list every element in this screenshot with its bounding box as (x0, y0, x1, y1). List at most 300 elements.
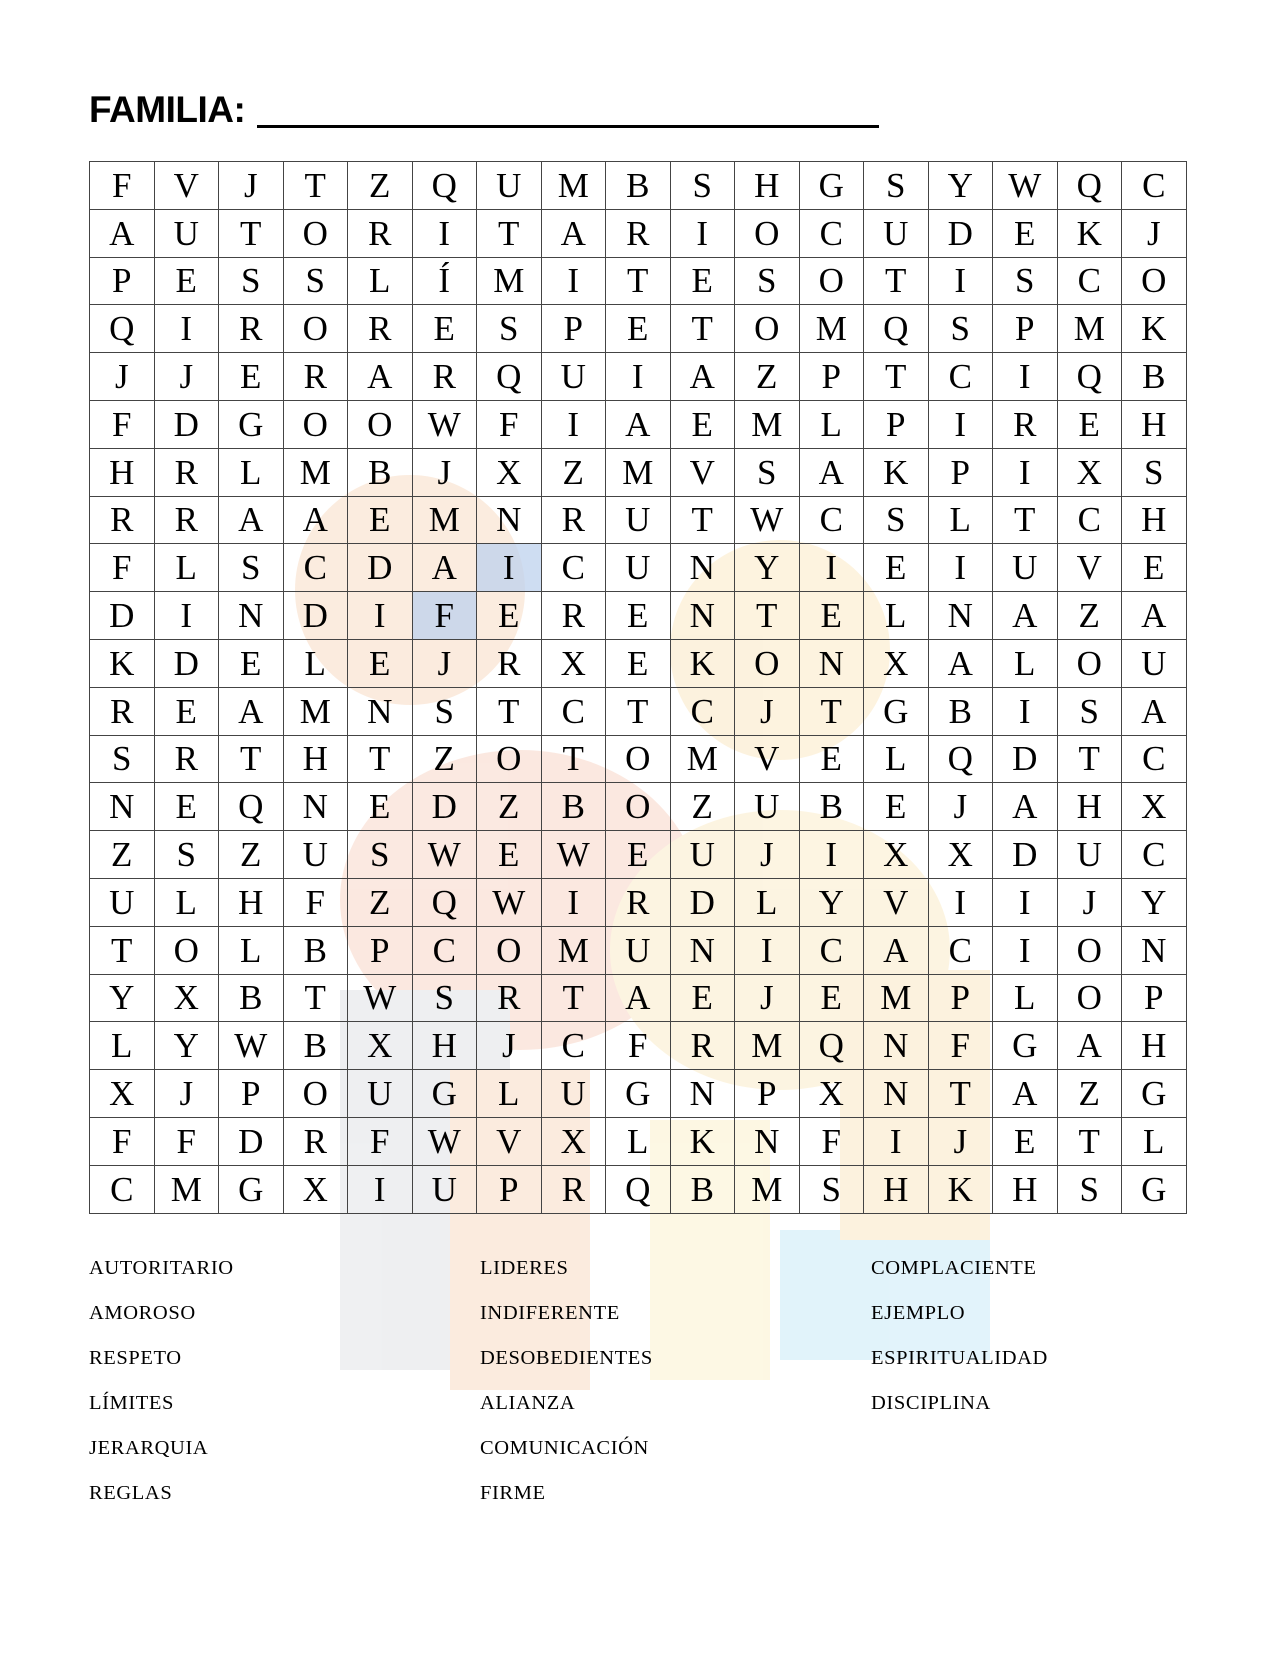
grid-cell[interactable]: U (1122, 639, 1187, 687)
grid-cell[interactable]: V (477, 1117, 542, 1165)
grid-cell[interactable]: S (477, 305, 542, 353)
grid-cell[interactable]: Q (864, 305, 929, 353)
grid-cell[interactable]: N (477, 496, 542, 544)
grid-cell[interactable]: C (1122, 735, 1187, 783)
grid-cell[interactable]: N (864, 1022, 929, 1070)
grid-cell[interactable]: L (993, 974, 1058, 1022)
grid-cell[interactable]: T (477, 687, 542, 735)
grid-cell[interactable]: S (412, 974, 477, 1022)
grid-cell[interactable]: Q (1057, 162, 1122, 210)
grid-cell[interactable]: R (541, 1165, 606, 1213)
grid-cell[interactable]: O (735, 305, 800, 353)
grid-cell[interactable]: C (799, 209, 864, 257)
grid-cell[interactable]: T (477, 209, 542, 257)
grid-cell[interactable]: R (90, 687, 155, 735)
grid-cell[interactable]: S (864, 496, 929, 544)
grid-cell[interactable]: M (283, 687, 348, 735)
grid-cell[interactable]: Q (1057, 353, 1122, 401)
grid-cell[interactable]: I (348, 592, 413, 640)
grid-cell[interactable]: M (735, 400, 800, 448)
grid-cell[interactable]: Y (735, 544, 800, 592)
grid-cell[interactable]: X (928, 831, 993, 879)
grid-cell[interactable]: A (348, 353, 413, 401)
grid-cell[interactable]: Z (1057, 592, 1122, 640)
grid-cell[interactable]: Z (1057, 1070, 1122, 1118)
grid-cell[interactable]: N (219, 592, 284, 640)
grid-cell[interactable]: Z (541, 448, 606, 496)
grid-cell[interactable]: E (477, 831, 542, 879)
grid-cell[interactable]: L (283, 639, 348, 687)
grid-cell[interactable]: T (1057, 1117, 1122, 1165)
grid-cell[interactable]: H (219, 878, 284, 926)
grid-cell[interactable]: G (219, 400, 284, 448)
grid-cell[interactable]: M (541, 926, 606, 974)
grid-cell[interactable]: S (993, 257, 1058, 305)
grid-cell[interactable]: B (283, 926, 348, 974)
grid-cell[interactable]: R (541, 496, 606, 544)
grid-cell[interactable]: N (670, 592, 735, 640)
grid-cell[interactable]: N (1122, 926, 1187, 974)
grid-cell[interactable]: Q (219, 783, 284, 831)
grid-cell[interactable]: P (864, 400, 929, 448)
grid-cell[interactable]: X (541, 639, 606, 687)
grid-cell[interactable]: C (541, 1022, 606, 1070)
grid-cell[interactable]: U (541, 1070, 606, 1118)
grid-cell[interactable]: T (799, 687, 864, 735)
grid-cell[interactable]: E (864, 544, 929, 592)
grid-cell[interactable]: W (477, 878, 542, 926)
grid-cell[interactable]: I (928, 400, 993, 448)
grid-cell[interactable]: E (1057, 400, 1122, 448)
grid-cell[interactable]: T (606, 687, 671, 735)
grid-cell[interactable]: G (1122, 1165, 1187, 1213)
grid-cell[interactable]: C (541, 687, 606, 735)
grid-cell[interactable]: B (928, 687, 993, 735)
grid-cell[interactable]: K (928, 1165, 993, 1213)
grid-cell[interactable]: D (670, 878, 735, 926)
grid-cell[interactable]: V (154, 162, 219, 210)
grid-cell[interactable]: O (283, 1070, 348, 1118)
grid-cell[interactable]: Q (412, 878, 477, 926)
grid-cell[interactable]: R (154, 735, 219, 783)
grid-cell[interactable]: S (348, 831, 413, 879)
grid-cell[interactable]: L (993, 639, 1058, 687)
grid-cell[interactable]: H (993, 1165, 1058, 1213)
grid-cell[interactable]: Q (477, 353, 542, 401)
grid-cell[interactable]: C (928, 353, 993, 401)
grid-cell[interactable]: X (283, 1165, 348, 1213)
grid-cell[interactable]: U (541, 353, 606, 401)
grid-cell[interactable]: B (670, 1165, 735, 1213)
grid-cell[interactable]: L (864, 592, 929, 640)
grid-cell[interactable]: E (606, 305, 671, 353)
grid-cell[interactable]: C (799, 496, 864, 544)
grid-cell[interactable]: X (477, 448, 542, 496)
grid-cell[interactable]: J (928, 1117, 993, 1165)
grid-cell[interactable]: W (348, 974, 413, 1022)
name-blank-line[interactable] (257, 125, 879, 128)
grid-cell[interactable]: F (90, 400, 155, 448)
grid-cell[interactable]: E (348, 783, 413, 831)
grid-cell[interactable]: C (541, 544, 606, 592)
grid-cell[interactable]: L (928, 496, 993, 544)
grid-cell[interactable]: S (928, 305, 993, 353)
grid-cell[interactable]: D (283, 592, 348, 640)
grid-cell[interactable]: F (348, 1117, 413, 1165)
grid-cell[interactable]: R (606, 209, 671, 257)
grid-cell[interactable]: V (864, 878, 929, 926)
grid-cell[interactable]: C (412, 926, 477, 974)
grid-cell[interactable]: A (864, 926, 929, 974)
grid-cell[interactable]: R (606, 878, 671, 926)
grid-cell[interactable]: R (348, 209, 413, 257)
grid-cell[interactable]: T (219, 209, 284, 257)
grid-cell[interactable]: A (219, 496, 284, 544)
grid-cell[interactable]: V (735, 735, 800, 783)
grid-cell[interactable]: U (283, 831, 348, 879)
grid-cell[interactable]: J (219, 162, 284, 210)
grid-cell[interactable]: E (1122, 544, 1187, 592)
grid-cell[interactable]: P (1122, 974, 1187, 1022)
grid-cell[interactable]: A (993, 783, 1058, 831)
grid-cell[interactable]: E (670, 400, 735, 448)
grid-cell[interactable]: M (477, 257, 542, 305)
grid-cell[interactable]: F (90, 544, 155, 592)
grid-cell[interactable]: I (154, 592, 219, 640)
grid-cell[interactable]: L (90, 1022, 155, 1070)
grid-cell[interactable]: J (90, 353, 155, 401)
grid-cell[interactable]: M (799, 305, 864, 353)
grid-cell[interactable]: E (219, 353, 284, 401)
grid-cell[interactable]: U (670, 831, 735, 879)
grid-cell[interactable]: A (412, 544, 477, 592)
grid-cell[interactable]: L (154, 878, 219, 926)
grid-cell[interactable]: I (541, 878, 606, 926)
grid-cell[interactable]: I (993, 687, 1058, 735)
grid-cell[interactable]: T (219, 735, 284, 783)
grid-cell[interactable]: Z (348, 878, 413, 926)
grid-cell[interactable]: G (864, 687, 929, 735)
grid-cell[interactable]: E (864, 783, 929, 831)
grid-cell[interactable]: A (1122, 592, 1187, 640)
grid-cell[interactable]: G (606, 1070, 671, 1118)
grid-cell[interactable]: R (412, 353, 477, 401)
grid-cell[interactable]: F (90, 1117, 155, 1165)
grid-cell[interactable]: U (154, 209, 219, 257)
grid-cell[interactable]: T (864, 257, 929, 305)
grid-cell[interactable]: J (1122, 209, 1187, 257)
grid-cell[interactable]: Z (412, 735, 477, 783)
grid-cell[interactable]: E (799, 592, 864, 640)
grid-cell[interactable]: O (1057, 639, 1122, 687)
grid-cell[interactable]: A (928, 639, 993, 687)
grid-cell[interactable]: D (993, 831, 1058, 879)
grid-cell[interactable]: R (348, 305, 413, 353)
grid-cell[interactable]: E (154, 257, 219, 305)
grid-cell[interactable]: A (670, 353, 735, 401)
grid-cell[interactable]: I (928, 257, 993, 305)
grid-cell[interactable]: S (1057, 1165, 1122, 1213)
grid-cell[interactable]: E (412, 305, 477, 353)
grid-cell[interactable]: I (606, 353, 671, 401)
grid-cell[interactable]: M (735, 1022, 800, 1070)
grid-cell[interactable]: K (1122, 305, 1187, 353)
grid-cell[interactable]: I (928, 544, 993, 592)
grid-cell[interactable]: L (606, 1117, 671, 1165)
grid-cell[interactable]: C (1057, 257, 1122, 305)
grid-cell[interactable]: J (735, 831, 800, 879)
grid-cell[interactable]: F (928, 1022, 993, 1070)
grid-cell[interactable]: M (606, 448, 671, 496)
grid-cell[interactable]: A (799, 448, 864, 496)
grid-cell[interactable]: S (735, 257, 800, 305)
grid-cell[interactable]: M (541, 162, 606, 210)
grid-cell[interactable]: Q (799, 1022, 864, 1070)
grid-cell[interactable]: M (864, 974, 929, 1022)
grid-cell[interactable]: P (735, 1070, 800, 1118)
grid-cell[interactable]: F (154, 1117, 219, 1165)
grid-cell[interactable]: S (219, 544, 284, 592)
grid-cell[interactable]: S (864, 162, 929, 210)
grid-cell[interactable]: D (219, 1117, 284, 1165)
grid-cell[interactable]: H (735, 162, 800, 210)
grid-cell[interactable]: C (799, 926, 864, 974)
grid-cell[interactable]: L (219, 926, 284, 974)
grid-cell[interactable]: J (928, 783, 993, 831)
grid-cell[interactable]: I (799, 544, 864, 592)
grid-cell[interactable]: I (864, 1117, 929, 1165)
grid-cell[interactable]: O (606, 783, 671, 831)
grid-cell[interactable]: E (799, 974, 864, 1022)
grid-cell[interactable]: C (1122, 162, 1187, 210)
grid-cell[interactable]: T (348, 735, 413, 783)
grid-cell[interactable]: F (477, 400, 542, 448)
grid-cell[interactable]: H (90, 448, 155, 496)
grid-cell[interactable]: E (670, 974, 735, 1022)
grid-cell[interactable]: E (477, 592, 542, 640)
grid-cell[interactable]: X (90, 1070, 155, 1118)
grid-cell[interactable]: Y (154, 1022, 219, 1070)
grid-cell[interactable]: G (1122, 1070, 1187, 1118)
grid-cell[interactable]: G (412, 1070, 477, 1118)
grid-cell[interactable]: U (735, 783, 800, 831)
grid-cell[interactable]: I (541, 257, 606, 305)
grid-cell[interactable]: L (1122, 1117, 1187, 1165)
grid-cell[interactable]: K (1057, 209, 1122, 257)
grid-cell[interactable]: E (670, 257, 735, 305)
grid-cell[interactable]: R (993, 400, 1058, 448)
grid-cell[interactable]: S (219, 257, 284, 305)
grid-cell[interactable]: M (412, 496, 477, 544)
grid-cell[interactable]: A (606, 400, 671, 448)
grid-cell[interactable]: U (606, 496, 671, 544)
grid-cell[interactable]: U (1057, 831, 1122, 879)
grid-cell[interactable]: N (735, 1117, 800, 1165)
grid-cell[interactable]: I (993, 448, 1058, 496)
grid-cell[interactable]: U (90, 878, 155, 926)
grid-cell[interactable]: O (799, 257, 864, 305)
grid-cell[interactable]: R (283, 353, 348, 401)
grid-cell[interactable]: K (670, 639, 735, 687)
grid-cell[interactable]: O (154, 926, 219, 974)
grid-cell[interactable]: T (864, 353, 929, 401)
grid-cell[interactable]: R (154, 496, 219, 544)
grid-cell[interactable]: P (90, 257, 155, 305)
grid-cell[interactable]: O (606, 735, 671, 783)
grid-cell[interactable]: O (1122, 257, 1187, 305)
grid-cell[interactable]: U (348, 1070, 413, 1118)
grid-cell[interactable]: A (283, 496, 348, 544)
grid-cell[interactable]: V (1057, 544, 1122, 592)
grid-cell[interactable]: P (993, 305, 1058, 353)
grid-cell[interactable]: R (154, 448, 219, 496)
grid-cell[interactable]: I (735, 926, 800, 974)
grid-cell[interactable]: I (541, 400, 606, 448)
grid-cell[interactable]: I (928, 878, 993, 926)
grid-cell[interactable]: I (993, 353, 1058, 401)
grid-cell[interactable]: L (154, 544, 219, 592)
grid-cell[interactable]: O (735, 639, 800, 687)
grid-cell[interactable]: Q (90, 305, 155, 353)
grid-cell[interactable]: Í (412, 257, 477, 305)
grid-cell[interactable]: P (348, 926, 413, 974)
grid-cell[interactable]: E (154, 783, 219, 831)
grid-cell[interactable]: O (1057, 974, 1122, 1022)
grid-cell[interactable]: R (541, 592, 606, 640)
grid-cell[interactable]: W (412, 831, 477, 879)
grid-cell[interactable]: P (477, 1165, 542, 1213)
grid-cell[interactable]: K (670, 1117, 735, 1165)
grid-cell[interactable]: U (477, 162, 542, 210)
grid-cell[interactable]: J (154, 1070, 219, 1118)
grid-cell[interactable]: N (928, 592, 993, 640)
grid-cell[interactable]: E (348, 639, 413, 687)
grid-cell[interactable]: C (90, 1165, 155, 1213)
grid-cell[interactable]: I (412, 209, 477, 257)
grid-cell[interactable]: O (283, 305, 348, 353)
grid-cell[interactable]: U (606, 544, 671, 592)
grid-cell[interactable]: L (799, 400, 864, 448)
grid-cell[interactable]: S (735, 448, 800, 496)
grid-cell[interactable]: Z (219, 831, 284, 879)
grid-cell[interactable]: B (606, 162, 671, 210)
grid-cell[interactable]: S (412, 687, 477, 735)
grid-cell[interactable]: I (993, 878, 1058, 926)
grid-cell[interactable]: B (348, 448, 413, 496)
grid-cell[interactable]: X (541, 1117, 606, 1165)
grid-cell[interactable]: W (541, 831, 606, 879)
grid-cell[interactable]: O (1057, 926, 1122, 974)
grid-cell[interactable]: X (1057, 448, 1122, 496)
grid-cell[interactable]: X (799, 1070, 864, 1118)
grid-cell[interactable]: B (799, 783, 864, 831)
grid-cell[interactable]: B (283, 1022, 348, 1070)
grid-cell[interactable]: J (735, 687, 800, 735)
grid-cell[interactable]: T (670, 305, 735, 353)
grid-cell[interactable]: B (219, 974, 284, 1022)
grid-cell[interactable]: T (283, 162, 348, 210)
grid-cell[interactable]: K (90, 639, 155, 687)
grid-cell[interactable]: N (283, 783, 348, 831)
grid-cell[interactable]: M (154, 1165, 219, 1213)
grid-cell[interactable]: R (90, 496, 155, 544)
grid-cell[interactable]: D (154, 639, 219, 687)
grid-cell[interactable]: G (219, 1165, 284, 1213)
grid-cell[interactable]: G (993, 1022, 1058, 1070)
grid-cell[interactable]: Q (412, 162, 477, 210)
grid-cell[interactable]: N (670, 1070, 735, 1118)
grid-cell[interactable]: O (477, 735, 542, 783)
grid-cell[interactable]: N (348, 687, 413, 735)
grid-cell[interactable]: J (154, 353, 219, 401)
grid-cell[interactable]: R (283, 1117, 348, 1165)
grid-cell[interactable]: F (412, 592, 477, 640)
grid-cell[interactable]: X (864, 831, 929, 879)
grid-cell[interactable]: S (283, 257, 348, 305)
grid-cell[interactable]: P (928, 974, 993, 1022)
grid-cell[interactable]: I (348, 1165, 413, 1213)
grid-cell[interactable]: A (90, 209, 155, 257)
grid-cell[interactable]: E (606, 639, 671, 687)
grid-cell[interactable]: N (670, 544, 735, 592)
grid-cell[interactable]: B (1122, 353, 1187, 401)
grid-cell[interactable]: E (348, 496, 413, 544)
grid-cell[interactable]: H (864, 1165, 929, 1213)
grid-cell[interactable]: J (412, 448, 477, 496)
grid-cell[interactable]: Y (1122, 878, 1187, 926)
grid-cell[interactable]: V (670, 448, 735, 496)
grid-cell[interactable]: T (90, 926, 155, 974)
grid-cell[interactable]: P (928, 448, 993, 496)
grid-cell[interactable]: X (1122, 783, 1187, 831)
grid-cell[interactable]: R (670, 1022, 735, 1070)
grid-cell[interactable]: O (735, 209, 800, 257)
grid-cell[interactable]: R (477, 639, 542, 687)
grid-cell[interactable]: K (864, 448, 929, 496)
grid-cell[interactable]: M (735, 1165, 800, 1213)
grid-cell[interactable]: H (1057, 783, 1122, 831)
grid-cell[interactable]: H (1122, 1022, 1187, 1070)
grid-cell[interactable]: O (477, 926, 542, 974)
grid-cell[interactable]: C (1122, 831, 1187, 879)
grid-cell[interactable]: X (864, 639, 929, 687)
grid-cell[interactable]: Z (670, 783, 735, 831)
grid-cell[interactable]: Z (477, 783, 542, 831)
grid-cell[interactable]: D (412, 783, 477, 831)
grid-cell[interactable]: F (799, 1117, 864, 1165)
grid-cell[interactable]: I (477, 544, 542, 592)
grid-cell[interactable]: E (993, 1117, 1058, 1165)
grid-cell[interactable]: P (219, 1070, 284, 1118)
grid-cell[interactable]: I (799, 831, 864, 879)
grid-cell[interactable]: S (799, 1165, 864, 1213)
grid-cell[interactable]: O (283, 400, 348, 448)
grid-cell[interactable]: F (90, 162, 155, 210)
grid-cell[interactable]: W (412, 400, 477, 448)
grid-cell[interactable]: N (670, 926, 735, 974)
grid-cell[interactable]: W (735, 496, 800, 544)
grid-cell[interactable]: E (993, 209, 1058, 257)
grid-cell[interactable]: T (735, 592, 800, 640)
grid-cell[interactable]: T (541, 974, 606, 1022)
grid-cell[interactable]: T (993, 496, 1058, 544)
grid-cell[interactable]: J (735, 974, 800, 1022)
grid-cell[interactable]: U (993, 544, 1058, 592)
grid-cell[interactable]: W (993, 162, 1058, 210)
grid-cell[interactable]: D (348, 544, 413, 592)
grid-cell[interactable]: H (1122, 496, 1187, 544)
grid-cell[interactable]: M (1057, 305, 1122, 353)
